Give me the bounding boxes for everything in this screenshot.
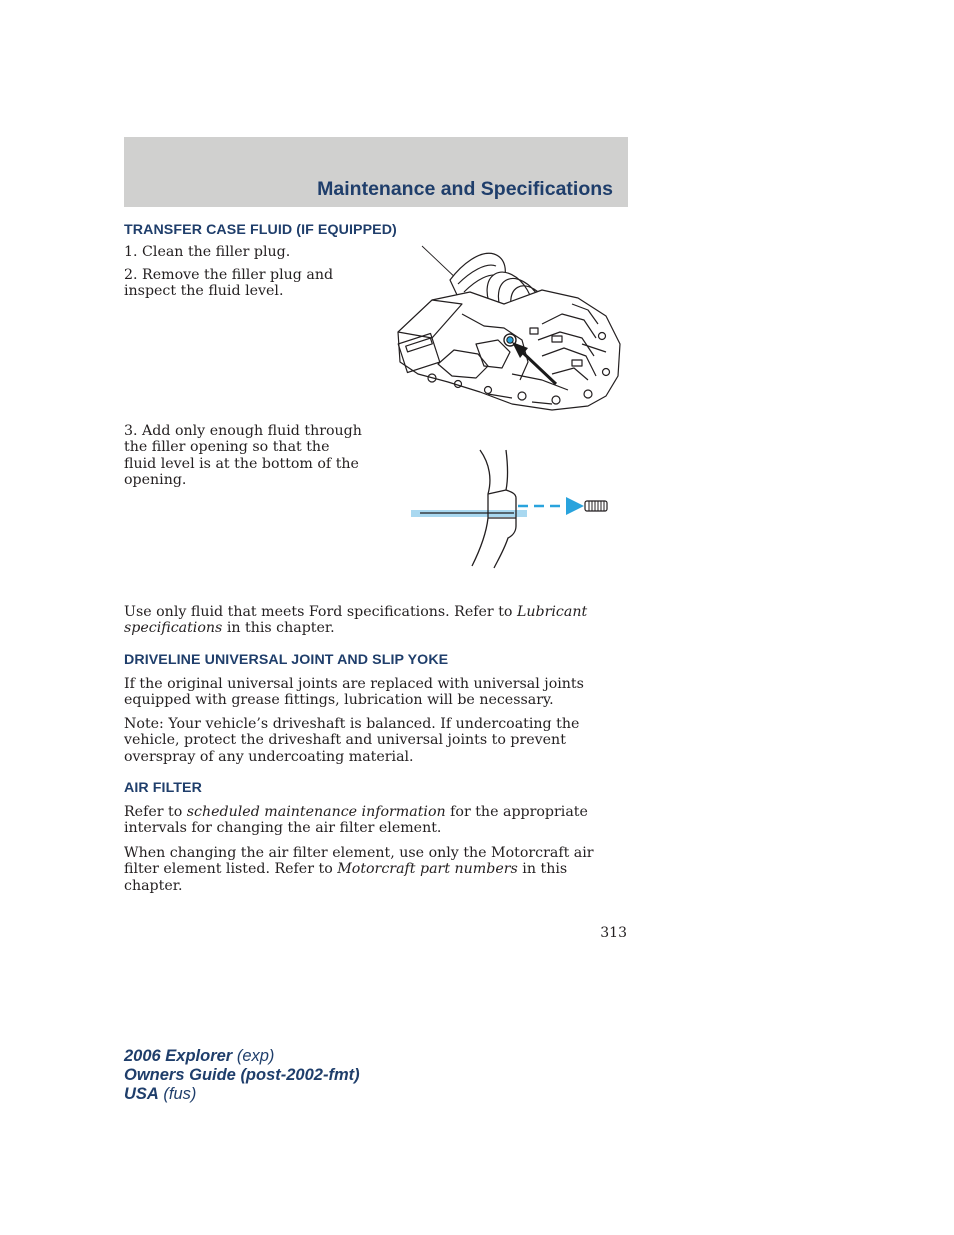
fluid-spec-note: Use only fluid that meets Ford specifications. Refer to Lubricant specifications in this chapter. bbox=[124, 604, 588, 637]
step-2-text: 2. Remove the filler plug and inspect the fluid level. bbox=[124, 267, 334, 300]
scheduled-maintenance-ref: scheduled maintenance information bbox=[186, 804, 446, 820]
footer-line-1: 2006 Explorer (exp) bbox=[124, 1047, 275, 1065]
footer-line-2: Owners Guide (post-2002-fmt) bbox=[124, 1066, 360, 1084]
footer-line-3: USA (fus) bbox=[124, 1085, 197, 1103]
air-filter-heading: AIR FILTER bbox=[124, 780, 202, 796]
step-3-text: 3. Add only enough fluid through the filler opening so that the fluid level is at the bottom of the opening. bbox=[124, 423, 362, 489]
air-filter-para-1: Refer to scheduled maintenance information for the appropriate intervals for changing the air filter element. bbox=[124, 804, 588, 837]
lubricant-specifications-ref: Lubricant specifications bbox=[124, 604, 588, 637]
step-1-text: 1. Clean the filler plug. bbox=[124, 244, 291, 260]
driveline-heading: DRIVELINE UNIVERSAL JOINT AND SLIP YOKE bbox=[124, 652, 449, 668]
page-number: 313 bbox=[600, 925, 627, 941]
page-title: Maintenance and Specifications bbox=[317, 178, 613, 200]
driveline-para-2: Note: Your vehicle’s driveshaft is balanced. If undercoating the vehicle, protect the driveshaft and universal joints to prevent overspray of any undercoating material. bbox=[124, 716, 580, 765]
driveline-para-1: If the original universal joints are replaced with universal joints equipped with grease fittings, lubrication will be necessary. bbox=[124, 676, 584, 709]
air-filter-para-2: When changing the air filter element, use only the Motorcraft air filter element listed. Refer to Motorcraft part numbers in this chapter. bbox=[124, 845, 594, 894]
transfer-case-illustration bbox=[392, 244, 628, 412]
motorcraft-part-numbers-ref: Motorcraft part numbers bbox=[337, 861, 518, 878]
fluid-level-illustration bbox=[408, 446, 614, 570]
document-footer bbox=[124, 1047, 360, 1104]
header-band bbox=[124, 137, 628, 207]
transfer-case-heading: TRANSFER CASE FLUID (IF EQUIPPED) bbox=[124, 222, 397, 238]
